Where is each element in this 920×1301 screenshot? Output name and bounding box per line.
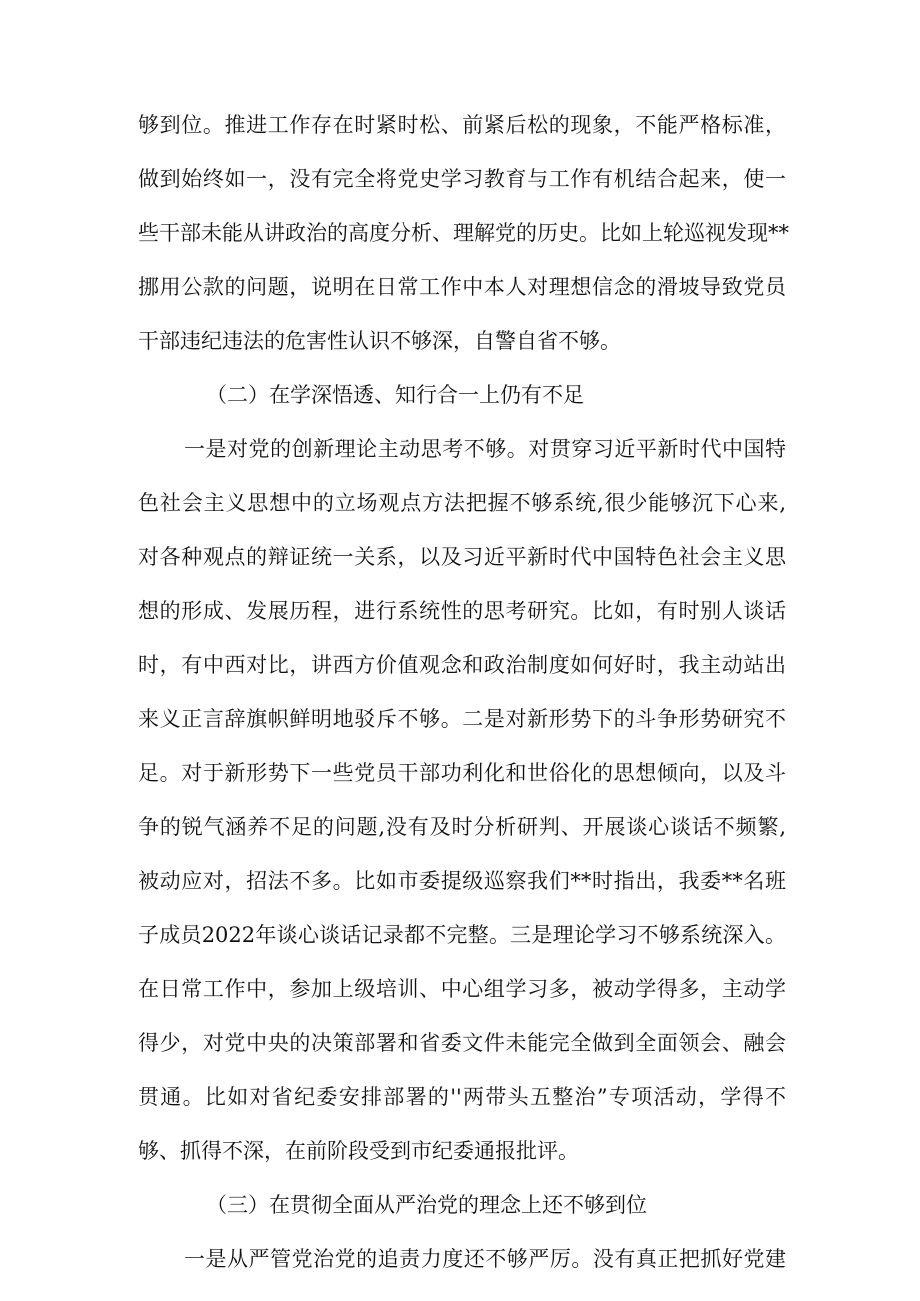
text-line: 在日常工作中，参加上级培训、中心组学习多，被动学得多，主动学 [138, 977, 786, 1001]
text-line: 来义正言辞旗帜鲜明地驳斥不够。二是对新形势下的斗争形势研究不 [138, 707, 786, 731]
paragraph [138, 98, 789, 368]
text-line: 色社会主义思想中的立场观点方法把握不够系统,很少能够沉下心来, [138, 491, 786, 515]
text-line: 干部违纪违法的危害性认识不够深，自警自省不够。 [138, 329, 621, 353]
text-line: 够到位。推进工作存在时紧时松、前紧后松的现象，不能严格标准， [138, 113, 786, 137]
section-heading [138, 1178, 786, 1232]
text-line: 子成员2022年谈心谈话记录都不完整。三是理论学习不够系统深入。 [138, 923, 786, 947]
text-line: 够、抓得不深，在前阶段受到市纪委通报批评。 [138, 1139, 579, 1163]
text-line: 对各种观点的辩证统一关系，以及习近平新时代中国特色社会主义思 [138, 545, 786, 569]
document-page [138, 98, 789, 1286]
text-line: 时，有中西对比，讲西方价值观念和政治制度如何好时，我主动站出 [138, 653, 786, 677]
text-line: 得少，对党中央的决策部署和省委文件未能完全做到全面领会、融会 [138, 1031, 786, 1055]
text-line: （三）在贯彻全面从严治党的理念上还不够到位 [206, 1193, 647, 1217]
text-line: 足。对于新形势下一些党员干部功利化和世俗化的思想倾向，以及斗 [138, 761, 786, 785]
text-line: 贯通。比如对省纪委安排部署的''两带头五整治”专项活动，学得不 [138, 1085, 786, 1109]
text-line: 一是对党的创新理论主动思考不够。对贯穿习近平新时代中国特 [184, 437, 786, 461]
text-line: 做到始终如一，没有完全将党史学习教育与工作有机结合起来，使一 [138, 167, 786, 191]
text-line: （二）在学深悟透、知行合一上仍有不足 [206, 383, 584, 407]
paragraph [138, 1232, 786, 1286]
text-line: 一是从严管党治党的追责力度还不够严厉。没有真正把抓好党建 [184, 1247, 786, 1271]
text-line: 争的锐气涵养不足的问题,没有及时分析研判、开展谈心谈话不频繁, [138, 815, 786, 839]
text-line: 被动应对，招法不多。比如市委提级巡察我们**时指出，我委**名班 [138, 869, 786, 893]
text-line: 些干部未能从讲政治的高度分析、理解党的历史。比如上轮巡视发现** [138, 221, 789, 245]
text-line: 想的形成、发展历程，进行系统性的思考研究。比如，有时别人谈话 [138, 599, 786, 623]
text-line: 挪用公款的问题，说明在日常工作中本人对理想信念的滑坡导致党员 [138, 275, 786, 299]
paragraph [138, 422, 786, 1178]
section-heading [138, 368, 786, 422]
